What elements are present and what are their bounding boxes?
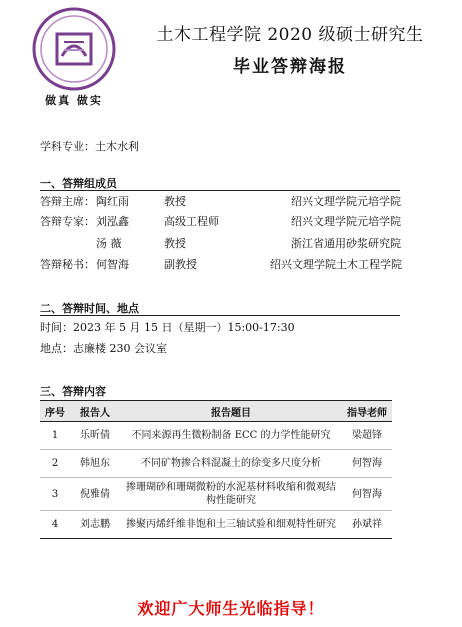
talk-speaker: 倪雅倩	[70, 478, 120, 511]
committee-title: 教授	[164, 237, 186, 250]
university-logo	[24, 6, 124, 92]
committee-name: 汤 薇	[96, 237, 122, 250]
talk-topic: 不同来源再生微粉制备 ECC 的力学性能研究	[120, 422, 342, 450]
committee-role: 答辩专家：	[40, 215, 95, 228]
talk-number: 3	[40, 478, 70, 511]
talk-number: 2	[40, 450, 70, 478]
talk-speaker: 刘志鹏	[70, 511, 120, 539]
committee-org: 绍兴文理学院元培学院	[291, 195, 401, 208]
talk-number: 1	[40, 422, 70, 450]
committee-title: 高级工程师	[164, 215, 219, 228]
committee-heading: 一、答辩组成员	[40, 177, 117, 190]
school-motto: 做真 做实	[45, 94, 103, 107]
major-line: 学科专业：土木水利	[40, 140, 139, 153]
column-header: 报告题目	[120, 401, 342, 422]
talks-table	[40, 400, 392, 539]
committee-role: 答辩主席：	[40, 195, 95, 208]
committee-role: 答辩秘书：	[40, 258, 95, 271]
schedule-place: 地点：志廉楼 230 会议室	[40, 342, 167, 355]
talk-speaker: 乐昕倩	[70, 422, 120, 450]
committee-org: 浙江省通用砂浆研究院	[291, 237, 401, 250]
committee-title: 教授	[164, 195, 186, 208]
poster-subtitle: 毕业答辩海报	[233, 57, 347, 77]
talk-advisor: 何智海	[342, 450, 392, 478]
table-row	[40, 450, 392, 478]
column-header: 序号	[40, 401, 70, 422]
schedule-heading: 二、答辩时间、地点	[40, 302, 139, 315]
column-header: 指导老师	[342, 401, 392, 422]
poster-title: 土木工程学院 2020 级硕士研究生	[156, 25, 424, 45]
talk-advisor: 梁超锋	[342, 422, 392, 450]
talk-speaker: 韩旭东	[70, 450, 120, 478]
committee-name: 刘泓鑫	[96, 215, 129, 228]
table-row	[40, 511, 392, 539]
talks-heading: 三、答辩内容	[40, 385, 106, 398]
committee-org: 绍兴文理学院元培学院	[291, 215, 401, 228]
closing-message: 欢迎广大师生光临指导！	[137, 599, 325, 618]
talk-topic: 掺聚丙烯纤维非饱和土三轴试验和细观特性研究	[120, 511, 342, 539]
talk-topic: 不同矿物掺合料混凝土的徐变多尺度分析	[120, 450, 342, 478]
table-row	[40, 422, 392, 450]
committee-name: 何智海	[96, 258, 129, 271]
table-row	[40, 478, 392, 511]
talk-advisor: 何智海	[342, 478, 392, 511]
section-divider	[40, 315, 400, 316]
committee-title: 副教授	[164, 258, 197, 271]
talk-topic: 掺珊瑚砂和珊瑚微粉的水泥基材料收缩和微观结构性能研究	[120, 478, 342, 511]
talk-advisor: 孙斌祥	[342, 511, 392, 539]
schedule-time: 时间：2023 年 5 月 15 日（星期一）15:00-17:30	[40, 321, 295, 334]
section-divider	[40, 190, 400, 191]
column-header: 报告人	[70, 401, 120, 422]
talk-number: 4	[40, 511, 70, 539]
committee-name: 陶红雨	[96, 195, 129, 208]
committee-org: 绍兴文理学院土木工程学院	[270, 258, 402, 271]
